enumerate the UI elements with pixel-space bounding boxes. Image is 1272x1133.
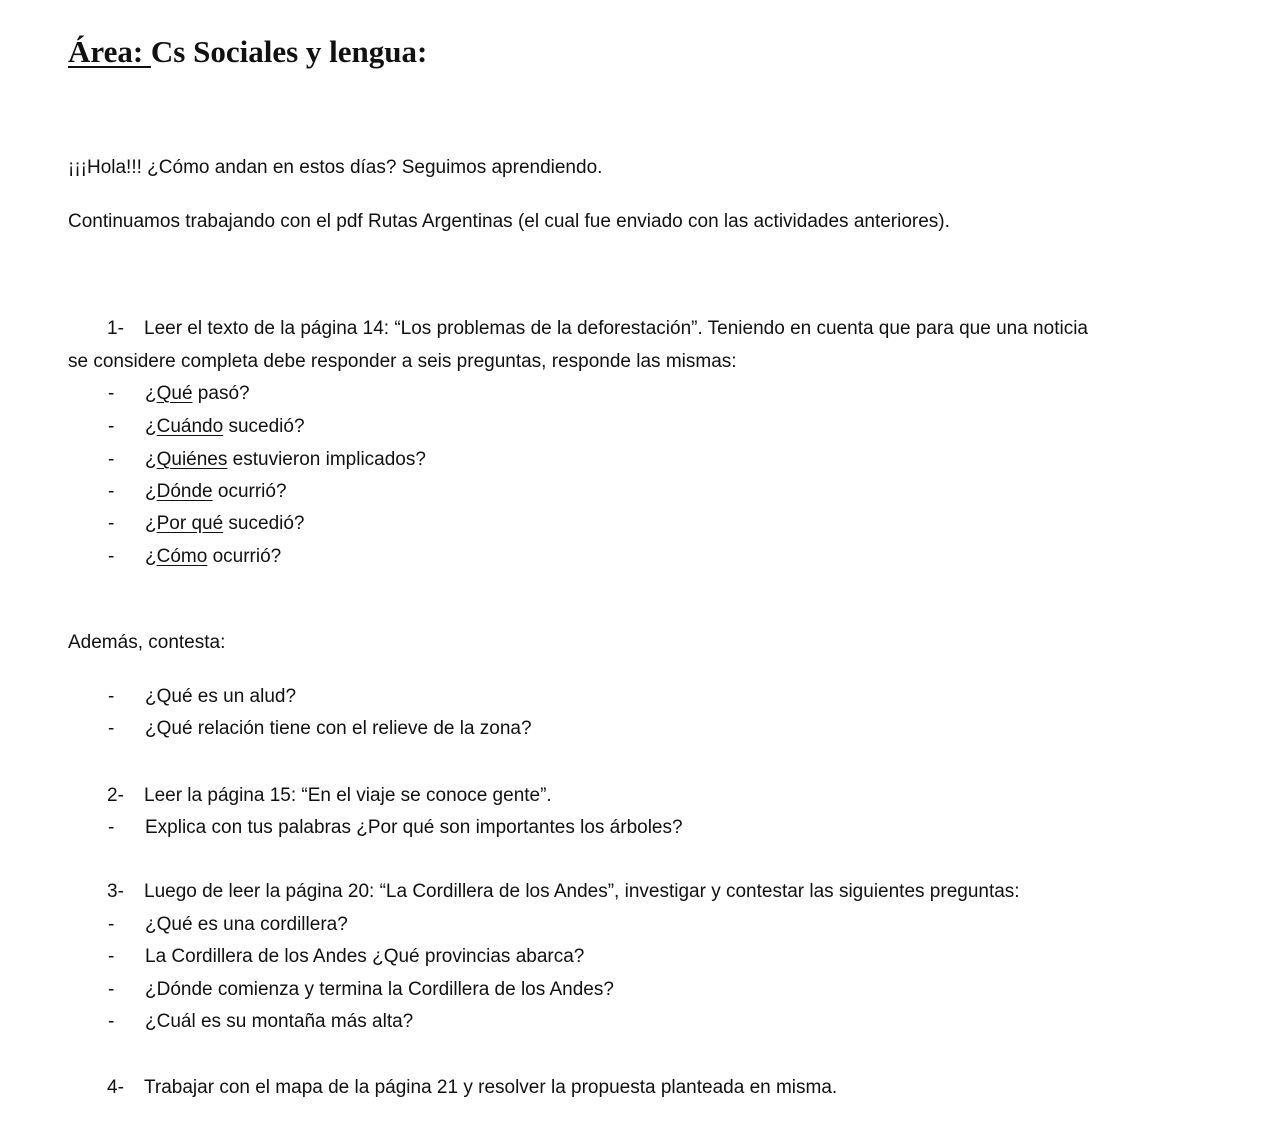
extra-label: Además, contesta: (68, 632, 226, 653)
bullet-dash: - (108, 1011, 115, 1032)
greeting-text: ¡¡¡Hola!!! ¿Cómo andan en estos días? Seguimos aprendiendo. (68, 157, 603, 178)
page-title (68, 34, 427, 70)
bullet-dash: - (108, 686, 115, 707)
item3-text: Luego de leer la página 20: “La Cordillera de los Andes”, investigar y contestar las siguientes preguntas: (144, 881, 1020, 902)
question-rest: pasó? (192, 383, 250, 404)
question-donde (145, 480, 287, 504)
question-como (145, 545, 281, 569)
question-open-mark: ¿ (145, 546, 157, 567)
question-keyword: Cuándo (156, 416, 224, 437)
bullet-dash: - (108, 513, 115, 534)
question-open-mark: ¿ (145, 449, 157, 470)
question-rest: sucedió? (223, 416, 305, 437)
question-rest: sucedió? (223, 513, 305, 534)
item3-question: ¿Cuál es su montaña más alta? (145, 1011, 414, 1032)
question-keyword: Dónde (156, 481, 213, 502)
item4-number: 4- (107, 1077, 124, 1098)
question-keyword: Cómo (156, 546, 208, 567)
question-keyword: Por qué (156, 513, 224, 534)
bullet-dash: - (108, 416, 115, 437)
question-open-mark: ¿ (145, 481, 157, 502)
context-text: Continuamos trabajando con el pdf Rutas Argentinas (el cual fue enviado con las actividades anteriores). (68, 211, 950, 232)
bullet-dash: - (108, 979, 115, 1000)
item4-text: Trabajar con el mapa de la página 21 y resolver la propuesta planteada en misma. (144, 1077, 838, 1098)
question-open-mark: ¿ (145, 513, 157, 534)
item1-text-line2: se considere completa debe responder a seis preguntas, responde las mismas: (68, 351, 737, 372)
item3-number: 3- (107, 881, 124, 902)
item3-question: ¿Qué es una cordillera? (145, 914, 348, 935)
bullet-dash: - (108, 946, 115, 967)
bullet-dash: - (108, 481, 115, 502)
item2-text: Leer la página 15: “En el viaje se conoce gente”. (144, 785, 552, 806)
item1-number: 1- (107, 318, 124, 339)
extra-question: ¿Qué es un alud? (145, 686, 297, 707)
bullet-dash: - (108, 914, 115, 935)
bullet-dash: - (108, 817, 115, 838)
item3-question: La Cordillera de los Andes ¿Qué provincias abarca? (145, 946, 585, 967)
item2-number: 2- (107, 785, 124, 806)
item1-text-line1: Leer el texto de la página 14: “Los problemas de la deforestación”. Teniendo en cuenta que para que una noticia (144, 318, 1088, 339)
bullet-dash: - (108, 546, 115, 567)
item2-question: Explica con tus palabras ¿Por qué son importantes los árboles? (145, 817, 683, 838)
title-area-label: Área: (68, 34, 151, 69)
question-keyword: Qué (156, 383, 193, 404)
question-open-mark: ¿ (145, 416, 157, 437)
item3-question: ¿Dónde comienza y termina la Cordillera de los Andes? (145, 979, 614, 1000)
question-quienes (145, 448, 426, 472)
bullet-dash: - (108, 449, 115, 470)
question-por-que (145, 512, 305, 536)
question-rest: estuvieron implicados? (227, 449, 426, 470)
question-keyword: Quiénes (156, 449, 228, 470)
bullet-dash: - (108, 383, 115, 404)
title-subject: Cs Sociales y lengua: (150, 34, 428, 69)
question-open-mark: ¿ (145, 383, 157, 404)
question-rest: ocurrió? (207, 546, 282, 567)
question-cuando (145, 415, 305, 439)
extra-question: ¿Qué relación tiene con el relieve de la zona? (145, 718, 532, 739)
bullet-dash: - (108, 718, 115, 739)
question-que (145, 382, 250, 406)
question-rest: ocurrió? (212, 481, 287, 502)
